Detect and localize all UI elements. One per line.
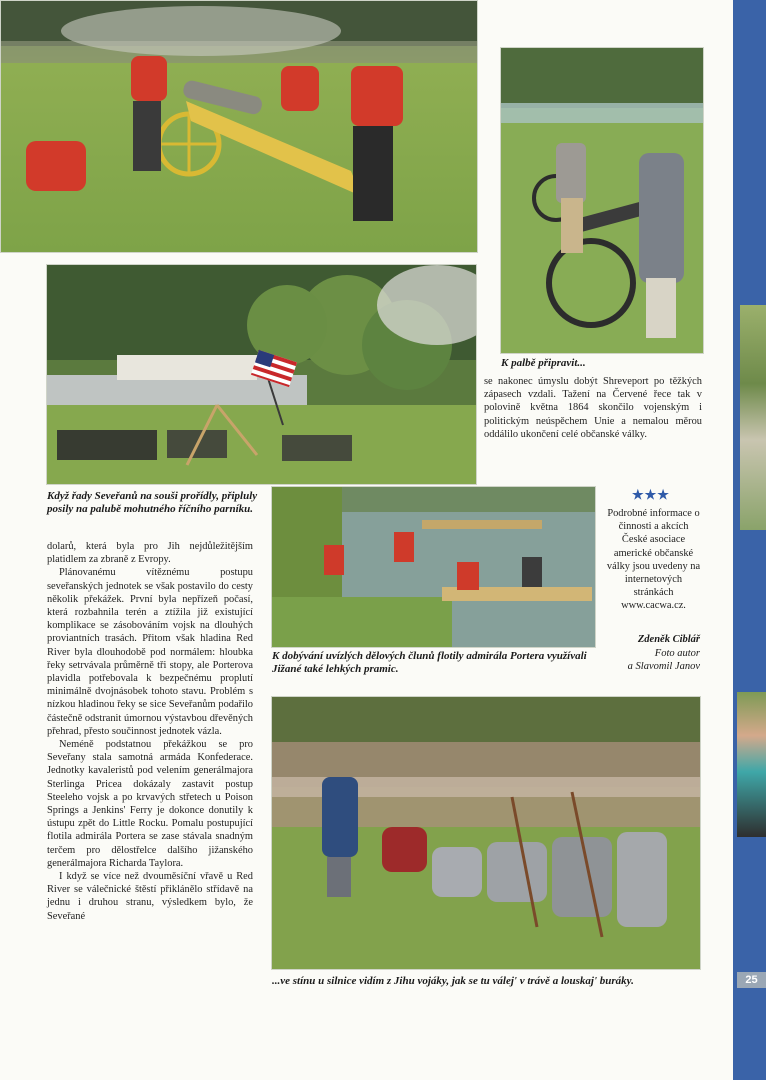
article-body	[47, 540, 253, 923]
caption-boats: K dobývání uvízlých dělových člunů flotily admirála Portera využívali Jižané také lehkých pramic.	[272, 650, 587, 675]
body-paragraph: Plánovanému vítěznému postupu seveřanských jednotek se však postavilo do cesty několik překážek. První byla nepřízeň počasí, která rozbahnila terén a ztížila již existující komplikace se zásobováním vojsk na dlouhých proviantních trasách. Přitom však hladina Red River byla dlouhodobě pod normálem: hloubka řeky setrvávala průměrně tři stopy, ale Porterova plavidla potřebovala k bezpečnému proplutí minimálně dvojnásobek tohoto stavu. Problém s nízkou hladinou řeky se sice Seveřanům podařilo částečně odstranit úmornou výstavbou dřevěných přehrad, přesto součinnost jednotek vázla.	[47, 567, 253, 737]
body-paragraph: dolarů, která byla pro Jih nejdůležitějším platidlem za zbraně z Evropy.	[47, 541, 253, 566]
right-column-text	[484, 375, 702, 441]
photo-credit: Foto autor	[654, 647, 700, 659]
photo-artillery-line	[500, 47, 704, 354]
author-name: Zdeněk Ciblář	[637, 634, 700, 645]
next-page-photo-sliver	[740, 305, 766, 530]
photo-cannon-crew	[0, 0, 478, 253]
photo-landing-flag	[46, 264, 477, 485]
right-column-paragraph: se nakonec úmyslu dobýt Shreveport po těžkých zápasech vzdali. Tažení na Červené řece tak v polovině května 1864 skončilo vojenským i politickým neúspěchem Unie a nemalou měrou oddálilo ukončení celé občanské války.	[484, 376, 702, 440]
separator-stars: ★★★	[632, 487, 670, 502]
body-paragraph: I když se více než dvouměsíční vřavě u Red River se válečnické štěstí přiklánělo střídavě na jednu i druhou stranu, výsledkem bylo, že Seveřané	[47, 871, 253, 922]
caption-steamboat: Když řady Seveřanů na souši prořídly, připluly posily na palubě mohutného říčního parníku.	[47, 490, 258, 515]
info-paragraph: Podrobné informace o činnosti a akcích České asociace americké občanské války jsou uvedeny na internetových stránkách www.cacwa.cz.	[606, 508, 701, 612]
caption-roadside-soldiers: ...ve stínu u silnice vidím z Jihu vojáky, jak se tu válej' v trávě a louskaj' buráky.	[272, 975, 634, 987]
next-page-photo-sliver	[737, 692, 766, 837]
page-number: 25	[737, 972, 766, 988]
photo-resting-soldiers	[271, 696, 701, 970]
caption-ready-to-fire: K palbě připravit...	[501, 357, 586, 369]
page-edge-strip	[733, 0, 766, 1080]
photo-credit: a Slavomil Janov	[627, 661, 700, 672]
body-paragraph: Neméně podstatnou překážkou se pro Seveřany stala samotná armáda Konfederace. Jednotky kavaleristů pod velením generálmajora Sterlinga Pricea dokázaly zastavit postup Steeleho vojsk a po krvavých střetech u Poison Springs a Jenkins' Ferry je dokonce donutily k ústupu zpět do Little Rocku. Pomalu postupující flotila admirála Portera se zase stávala snadným terčem pro dělostřelce dalšího jižanského generálmajora Richarda Taylora.	[47, 739, 253, 869]
photo-boats	[271, 486, 596, 648]
author-block	[560, 633, 700, 674]
